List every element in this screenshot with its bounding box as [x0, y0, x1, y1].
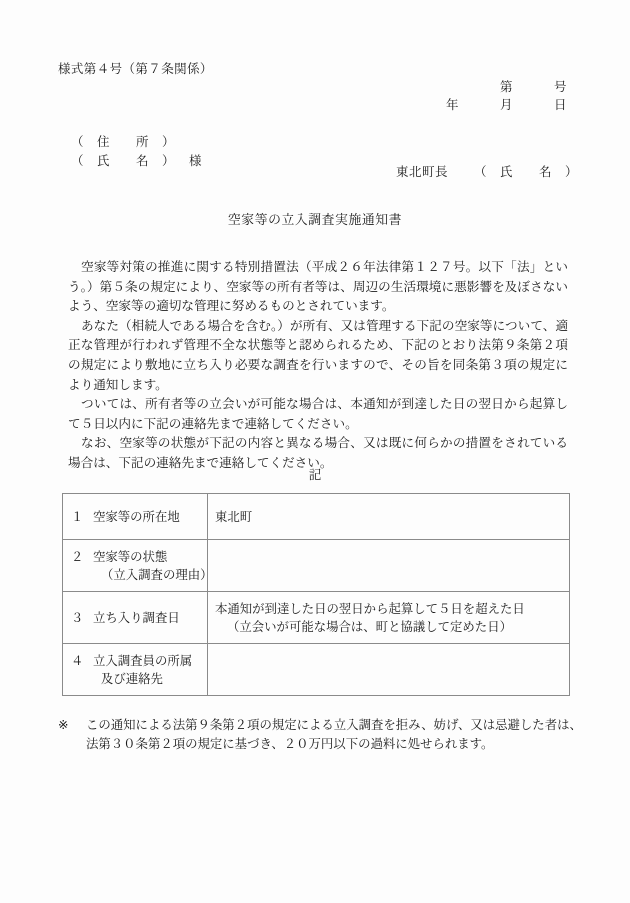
table-row [63, 494, 570, 540]
addressee-block [71, 133, 202, 171]
table-row-label-sub: （立入調査の理由） [101, 567, 213, 582]
ki-heading: 記 [308, 468, 322, 482]
addressee-honorific: 様 [189, 154, 203, 168]
document-number-unit: 号 [554, 80, 567, 94]
table-row-number: ４ [71, 653, 84, 668]
body-text [68, 258, 568, 474]
table-row-label-cell [63, 592, 208, 644]
table-row-label-cell [63, 540, 213, 592]
footnote-line-1 [58, 716, 582, 735]
table-row-value: 本通知が到達した日の翌日から起算して５日を超えた日 [215, 601, 525, 616]
addressee-address-line [71, 133, 202, 152]
table-row-label-sub: 及び連絡先 [101, 671, 163, 686]
table-row [63, 540, 570, 592]
addressee-address: （ 住 所 ） [71, 135, 176, 149]
document-title: 空家等の立入調査実施通知書 [227, 213, 403, 227]
footnote-line-2: 法第３０条第２項の規定に基づき、２０万円以下の過料に処せられます。 [86, 737, 494, 751]
table-row-value-cell [208, 540, 570, 592]
table-row-label: 立ち入り調査日 [93, 610, 180, 625]
table-row-label: 空家等の所在地 [93, 509, 180, 524]
issuer-block [396, 162, 578, 180]
table-row-label: 立入調査員の所属 [93, 653, 193, 668]
table-row-number: ３ [71, 610, 84, 625]
document-date-row [446, 96, 580, 114]
table-row-label-cell [63, 494, 208, 540]
issuer-name: （ 氏 名 ） [474, 165, 579, 179]
document-number-row [446, 78, 580, 96]
information-table [62, 493, 570, 696]
table-row [63, 592, 570, 644]
form-number: 様式第４号（第７条関係） [58, 62, 213, 76]
body-paragraph-4: なお、空家等の状態が下記の内容と異なる場合、又は既に何らかの措置をされている場合は、下記の連絡先まで連絡してください。 [68, 436, 568, 470]
footnote-text-1: この通知による法第９条第２項の規定による立入調査を拒み、妨げ、又は忌避した者は、 [86, 718, 582, 732]
body-paragraph-2: あなた（相続人である場合を含む。）が所有、又は管理する下記の空家等について、適正な管理が行われず管理不全な状態等と認められるため、下記のとおり法第９条第２項の規定により敷地に立ち入り必要な調査を行いますので、その旨を同条第３項の規定により通知します。 [68, 318, 568, 392]
document-number-label: 第 [500, 80, 513, 94]
table-row-value-sub: （立会いが可能な場合は、町と協議して定めた日） [227, 619, 512, 634]
issuer-title: 東北町長 [396, 165, 449, 179]
table-row-number: ２ [71, 549, 84, 564]
footnote-mark-icon: ※ [58, 718, 69, 732]
table-row [63, 644, 570, 696]
table-row-value-cell [208, 494, 570, 540]
date-year-label: 年 [446, 98, 459, 112]
footnote [58, 716, 582, 754]
table-row-value-cell [208, 644, 570, 696]
document-meta-block [446, 78, 580, 114]
body-paragraph-3: ついては、所有者等の立会いが可能な場合は、本通知が到達した日の翌日から起算して５日以内に下記の連絡先まで連絡してください。 [68, 397, 568, 431]
body-paragraph-1: 空家等対策の推進に関する特別措置法（平成２６年法律第１２７号。以下「法」という。）第５条の規定により、空家等の所有者等は、周辺の生活環境に悪影響を及ぼさないよう、空家等の適切な管理に努めるものとされています。 [68, 260, 568, 314]
table-row-value: 東北町 [215, 509, 253, 524]
table-row-value-cell [208, 592, 570, 644]
table-row-number: １ [71, 509, 84, 524]
addressee-name-line [71, 152, 202, 171]
table-row-label: 空家等の状態 [93, 549, 168, 564]
addressee-name: （ 氏 名 ） [71, 154, 176, 168]
date-month-label: 月 [500, 98, 513, 112]
table-row-label-cell [63, 644, 208, 696]
date-day-label: 日 [554, 98, 567, 112]
